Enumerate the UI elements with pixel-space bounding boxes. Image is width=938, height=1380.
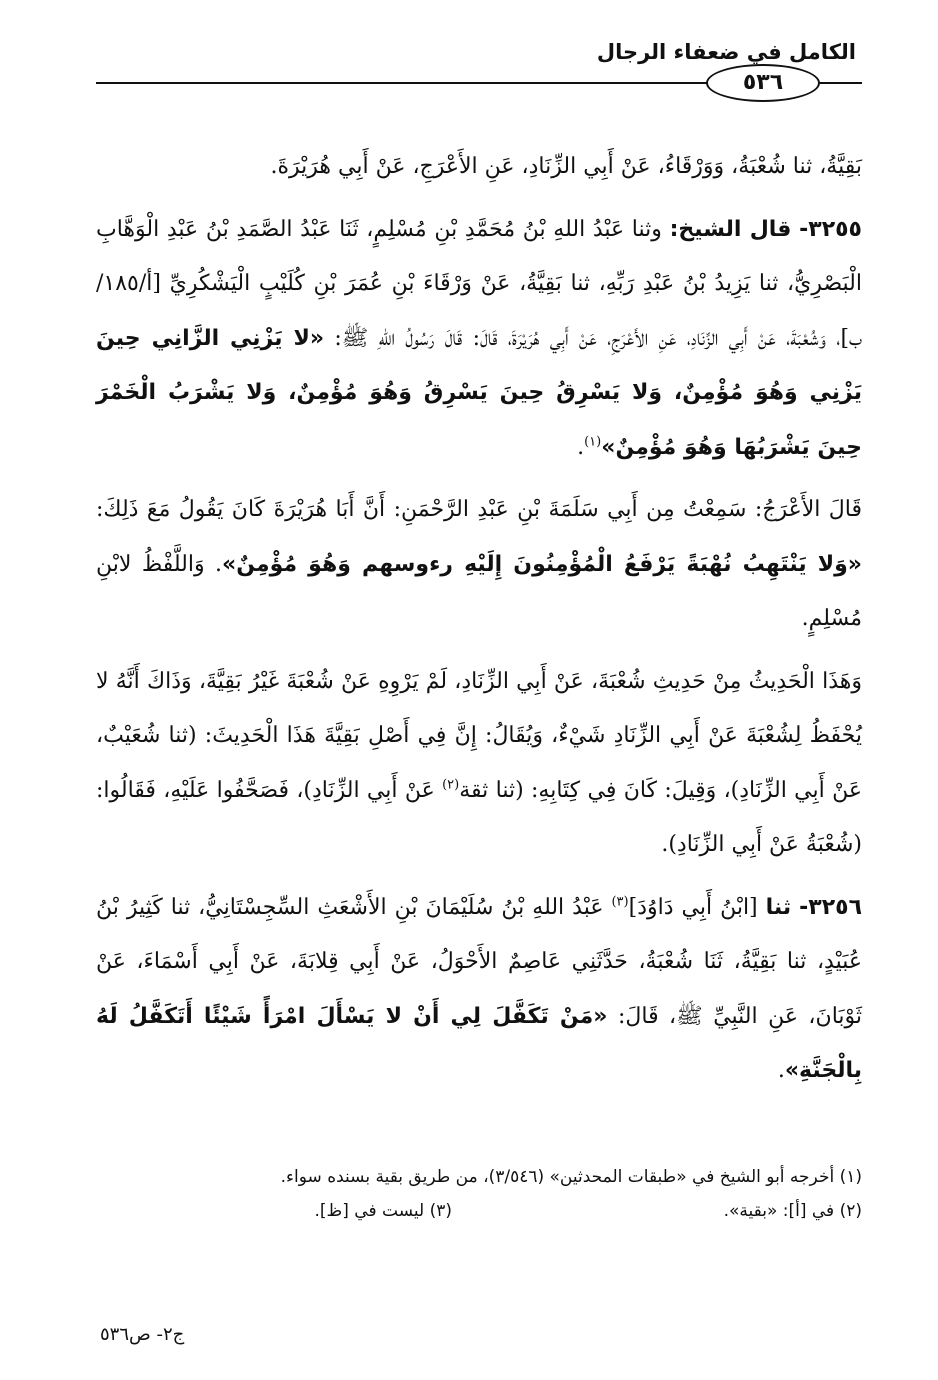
hadith-matn: «لا يَزْنِي الزَّانِي حِينَ يَزْنِي وَهُوَ مُؤْمِنٌ، وَلا يَسْرِقُ حِينَ يَسْرِقُ وَهُوَ مُؤْمِنٌ، وَلا يَشْرَبُ الْخَمْرَ حِينَ يَشْرَبُهَا وَهُوَ مُؤْمِنٌ» bbox=[96, 325, 862, 460]
hadith-matn: «وَلا يَنْتَهِبُ نُهْبَةً يَرْفَعُ الْمُؤْمِنُونَ إِلَيْهِ رءوسهم وَهُوَ مُؤْمِنٌ» bbox=[222, 551, 862, 577]
hadith-lead: ثنا bbox=[765, 894, 792, 920]
footnote-ref: (١) bbox=[584, 434, 602, 450]
running-header bbox=[96, 36, 862, 95]
main-text bbox=[96, 140, 862, 1099]
paragraph-commentary: وَهَذَا الْحَدِيثُ مِنْ حَدِيثِ شُعْبَةَ، عَنْ أَبِي الزِّنَادِ، لَمْ يَرْوِهِ عَنْ شُعْبَةَ غَيْرُ بَقِيَّةَ، وَذَاكَ أَنَّهُ لا يُحْفَظُ لِشُعْبَةَ عَنْ أَبِي الزِّنَادِ شَيْءٌ، وَيُقَالُ: إِنَّ فِي أَصْلِ بَقِيَّةَ هَذَا الْحَدِيثَ: (ثنا شُعَيْبٌ، عَنْ أَبِي الزِّنَادِ)، وَقِيلَ: كَانَ فِي كِتَابِهِ: (ثنا ثقة$^{(٢)}$ عَنْ أَبِي الزِّنَادِ)، فَصَحَّفُوا عَلَيْهِ، فَقَالُوا: (شُعْبَةُ عَنْ أَبِي الزِّنَادِ). bbox=[96, 668, 862, 857]
isnad-text: وثنا عَبْدُ اللهِ بْنُ مُحَمَّدِ بْنِ مُسْلِمٍ، ثَنَا عَبْدُ الصَّمَدِ بْنُ عَبْدِ الْوَهَّابِ الْبَصْرِيُّ، ثنا يَزِيدُ بْنُ عَبْدِ رَبِّهِ، ثنا بَقِيَّةُ، عَنْ وَرْقَاءَ بْنِ عُمَرَ بْنِ كُلَيْبٍ الْيَشْكُرِيِّ [أ/١٨٥/ب]، وَشُعْبَةَ، عَنْ أَبِي الزِّنَادِ، عَنِ الأَعْرَجِ، عَنْ أَبِي هُرَيْرَةَ، قَالَ: قَالَ رَسُولُ اللهِ ﷺ: bbox=[96, 216, 862, 351]
footnote-3: (٣) ليست في [ظ]. bbox=[314, 1201, 452, 1221]
hadith-3256: ٣٢٥٦- ثنا [ابْنُ أَبِي دَاوُدَ]$^{(٣)}$ عَبْدُ اللهِ بْنُ سُلَيْمَانَ بْنِ الأَشْعَثِ السِّجِسْتَانِيُّ، ثنا كَثِيرُ بْنُ عُبَيْدٍ، ثنا بَقِيَّةُ، ثَنَا شُعْبَةُ، حَدَّثَنِي عَاصِمٌ الأَحْوَلُ، عَنْ أَبِي قِلابَةَ، عَنْ أَبِي أَسْمَاءَ، عَنْ ثَوْبَانَ، عَنِ النَّبِيِّ ﷺ، قَالَ: «مَنْ تَكَفَّلَ لِي أَنْ لا يَسْأَلَ امْرَأً شَيْئًا أَتَكَفَّلُ لَهُ بِالْجَنَّةِ». bbox=[96, 894, 863, 1083]
hadith-number: ٣٢٥٥- bbox=[799, 216, 862, 242]
page-number: ٥٣٦ bbox=[706, 64, 820, 102]
footnote-ref: (٢) bbox=[442, 777, 460, 793]
paragraph-continuation: بَقِيَّةُ، ثنا شُعْبَةُ، وَوَرْقَاءُ، عَنْ أَبِي الزِّنَادِ، عَنِ الأَعْرَجِ، عَنْ أَبِي هُرَيْرَةَ. bbox=[270, 154, 862, 179]
footnote-2: (٢) في [أ]: «بقية». bbox=[723, 1201, 862, 1221]
paragraph-araj: قَالَ الأَعْرَجُ: سَمِعْتُ مِن أَبِي سَلَمَةَ بْنِ عَبْدِ الرَّحْمَنِ: أَنَّ أَبَا هُرَيْرَةَ كَانَ يَقُولُ مَعَ ذَلِكَ: «وَلا يَنْتَهِبُ نُهْبَةً يَرْفَعُ الْمُؤْمِنُونَ إِلَيْهِ رءوسهم وَهُوَ مُؤْمِنٌ». وَاللَّفْظُ لابْنِ مُسْلِمٍ. bbox=[96, 497, 862, 631]
book-title: الكامل في ضعفاء الرجال bbox=[596, 40, 856, 64]
footnote-ref: (٣) bbox=[611, 894, 629, 910]
hadith-3255: ٣٢٥٥- قال الشيخ: وثنا عَبْدُ اللهِ بْنُ مُحَمَّدِ بْنِ مُسْلِمٍ، ثَنَا عَبْدُ الصَّمَدِ بْنُ عَبْدِ الْوَهَّابِ الْبَصْرِيُّ، ثنا يَزِيدُ بْنُ عَبْدِ رَبِّهِ، ثنا بَقِيَّةُ، عَنْ وَرْقَاءَ بْنِ عُمَرَ بْنِ كُلَيْبٍ الْيَشْكُرِيِّ [أ/١٨٥/ب]، وَشُعْبَةَ، عَنْ أَبِي الزِّنَادِ، عَنِ الأَعْرَجِ، عَنْ أَبِي هُرَيْرَةَ، قَالَ: قَالَ رَسُولُ اللهِ ﷺ: «لا يَزْنِي الزَّانِي حِينَ يَزْنِي وَهُوَ مُؤْمِنٌ، وَلا يَسْرِقُ حِينَ يَسْرِقُ وَهُوَ مُؤْمِنٌ، وَلا يَشْرَبُ الْخَمْرَ حِينَ يَشْرَبُهَا وَهُوَ مُؤْمِنٌ»$^{(١)}$. bbox=[96, 216, 862, 460]
volume-page-signature: ج٢- ص٥٣٦ bbox=[100, 1324, 185, 1345]
hadith-number: ٣٢٥٦- bbox=[799, 894, 862, 920]
hadith-lead: قال الشيخ: bbox=[669, 216, 792, 242]
hadith-matn: «مَنْ تَكَفَّلَ لِي أَنْ لا يَسْأَلَ امْرَأً شَيْئًا أَتَكَفَّلُ لَهُ بِالْجَنَّةِ» bbox=[96, 1003, 862, 1083]
footnotes bbox=[96, 1160, 862, 1228]
footnote-1: (١) أخرجه أبو الشيخ في «طبقات المحدثين» (٣/٥٤٦)، من طريق بقية بسنده سواء. bbox=[280, 1167, 862, 1187]
